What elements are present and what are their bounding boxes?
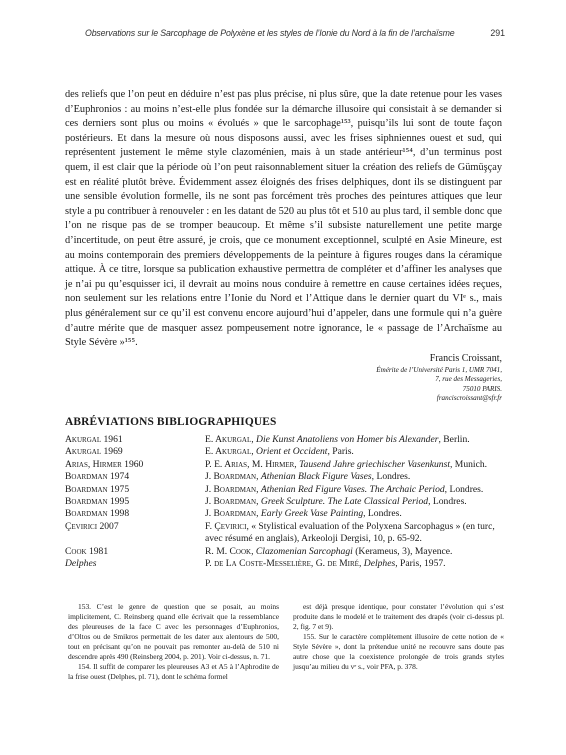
abbreviation-key: Cook 1981 (65, 545, 109, 557)
author-address: 7, rue des Messageries, (435, 375, 502, 384)
abbreviation-key: Arias, Hirmer 1960 (65, 458, 144, 470)
abbreviation-reference: E. Akurgal, Die Kunst Anatoliens von Homer bis Alexander, Berlin. (205, 434, 470, 445)
reference-details: , Londres. (444, 483, 484, 495)
abbreviation-entry (65, 521, 505, 546)
reference-title: Greek Sculpture. The Late Classical Period (260, 496, 429, 508)
abbreviation-entry (65, 459, 505, 471)
reference-details: , Londres. (371, 471, 411, 483)
abbreviation-entry (65, 446, 505, 458)
abbreviation-reference: J. Boardman, Greek Sculpture. The Late Classical Period, Londres. (205, 496, 467, 508)
reference-title: Die Kunst Anatoliens von Homer bis Alexander (256, 434, 439, 445)
abbreviation-entry (65, 546, 505, 558)
abbreviation-entry (65, 508, 505, 520)
reference-details: , Munich. (450, 458, 488, 470)
reference-details: (Kerameus, 3), Mayence. (352, 545, 453, 557)
reference-details: , Londres. (428, 496, 467, 508)
reference-author: J. Boardman (205, 483, 257, 495)
abbreviation-reference: J. Boardman, Early Greek Vase Painting, Londres. (205, 508, 402, 520)
abbreviation-reference: P. de La Coste-Messelière, G. de Miré, Delphes, Paris, 1957. (205, 558, 446, 570)
abbreviation-key: Boardman 1995 (65, 496, 130, 508)
reference-title: Delphes (363, 558, 396, 570)
abbreviation-reference: R. M. Cook, Clazomenian Sarcophagi (Kerameus, 3), Mayence. (205, 545, 453, 557)
body-text (65, 88, 502, 351)
footnote-153: 153. C’est le genre de question que se posait, au moins implicitement, C. Reinsberg quand elle écrivait que la ressemblance des pleureuses de la face C avec les personnages d’Euphronios, d’Oltos ou de Smikros permettait de les dater aux alentours de 500, tout en précisant qu’on ne pouvait pas remonter au-delà de 510 ni descendre après 490 (Reinsberg 2004, p. 201). Voir ci-dessus, n. 71. (68, 602, 279, 662)
footnotes-left-column (68, 602, 279, 682)
reference-author: F. Çevirici (205, 520, 247, 532)
author-email: franciscroissant@sfr.fr (436, 393, 502, 402)
reference-details: , « Stylistical evaluation of the Polyxena Sarcophagus » (en turc, avec résumé en anglais), Arkeoloji Dergisi, 10, p. 65-92. (205, 520, 495, 545)
abbreviation-key: Akurgal 1969 (65, 446, 123, 458)
abbreviation-key: Delphes (65, 558, 97, 570)
abbreviation-entry (65, 558, 505, 570)
reference-author: P. E. Arias, M. Hirmer (205, 458, 295, 470)
reference-title: Early Greek Vase Painting (260, 508, 364, 520)
abbreviation-entry (65, 434, 505, 446)
abbreviations-list (65, 434, 505, 570)
abbreviation-key: Çevirici 2007 (65, 520, 119, 532)
abbreviation-reference (205, 521, 505, 546)
reference-title: Athenian Black Figure Vases (260, 471, 372, 483)
abbreviation-reference: J. Boardman, Athenian Red Figure Vases. The Archaic Period, Londres. (205, 483, 484, 495)
running-head (85, 28, 505, 42)
abbreviation-reference: E. Akurgal, Orient et Occident, Paris. (205, 446, 354, 458)
reference-author: P. de La Coste-Messelière, G. de Miré (205, 558, 359, 570)
author-name: Francis Croissant, (429, 353, 502, 364)
reference-author: J. Boardman (205, 508, 257, 520)
reference-details: , Paris, 1957. (395, 558, 446, 570)
abbreviation-entry (65, 496, 505, 508)
reference-details: , Paris. (327, 446, 354, 458)
abbreviation-key: Boardman 1974 (65, 471, 130, 483)
footnotes-right-column (293, 602, 504, 682)
reference-title: Orient et Occident (256, 446, 328, 458)
abbreviations-heading: ABRÉVIATIONS BIBLIOGRAPHIQUES (65, 416, 277, 428)
page-number: 291 (490, 28, 505, 38)
footnote-155: 155. Sur le caractère complètement illusoire de cette notion de « Style Sévère », dont la prétendue unité ne recouvre sans doute pas autre chose que la coexistence prolongée de trois grands styles jusqu’au milieu du vᵉ s., voir PFA, p. 378. (293, 632, 504, 672)
reference-details: , Londres. (363, 508, 402, 520)
author-signature (242, 352, 502, 403)
reference-author: J. Boardman (205, 496, 257, 508)
author-affiliation: Émérite de l’Université Paris 1, UMR 7041, (376, 366, 502, 374)
reference-author: E. Akurgal (205, 446, 252, 458)
abbreviation-reference: P. E. Arias, M. Hirmer, Tausend Jahre griechischer Vasenkunst, Munich. (205, 458, 488, 470)
reference-author: R. M. Cook (205, 545, 252, 557)
abbreviation-key: Akurgal 1961 (65, 434, 123, 445)
abbreviation-reference: J. Boardman, Athenian Black Figure Vases, Londres. (205, 471, 411, 483)
body-paragraph: des reliefs que l’on peut en déduire n’est pas plus précise, ni plus sûre, que la date retenue pour les vases d’Euphronios : au moins n’est-elle plus fondée sur la démarche illusoire qui consistait à se demander si ces derniers sont plus ou moins « évolués » que le sarcophage¹⁵³, puisqu’ils lui sont de toute façon postérieurs. Et dans la mesure où nous disposons aussi, avec les frises siphniennes ouest et sud, qui représentent justement le même style clazoménien, mais à un stade antérieur¹⁵⁴, d’un terminus post quem, il est clair que la période où l’on peut raisonnablement situer la création des reliefs de Gümüşçay est en réalité plutôt brève. Évidemment assez éloignés des frises delphiques, dont ils se distinguent par une sensible évolution formelle, ils ne sont pas forcément très proches des peintures attiques que leur style a pu contribuer à renouveler : en les datant de 520 au plus tôt et 510 au plus tard, il semble donc que l’on ne risque pas de se tromper beaucoup. Et même s’il subsiste naturellement une petite marge d’incertitude, on peut être assuré, je crois, que ce monument exceptionnel, sculpté en Asie Mineure, est au moins contemporain des premiers développements de la peinture à figures rouges dans la céramique attique. À ce titre, lorsque sa publication exhaustive permettra de compléter et d’affiner les analyses que je n’ai pu qu’esquisser ici, il devrait au moins nous conduire à remettre en cause certaines idées reçues, non seulement sur les relations entre l’Ionie du Nord et l’Attique dans le dernier quart du VIᵉ s., mais plus généralement sur ce qu’il est convenu encore aujourd’hui d’appeler, dans une formule qui n’a guère d’autre mérite que de masquer assez pompeusement notre ignorance, le « passage de l’Archaïsme au Style Sévère »¹⁵⁵. (65, 89, 502, 349)
reference-author: E. Akurgal (205, 434, 252, 445)
footnotes (68, 602, 504, 682)
footnote-154: 154. Il suffit de comparer les pleureuses A3 et A5 à l’Aphrodite de la frise ouest (Delphes, pl. 71), dont le schéma formel (68, 662, 279, 682)
abbreviation-key: Boardman 1998 (65, 508, 130, 520)
author-city: 75010 PARIS. (462, 384, 502, 393)
reference-author: J. Boardman (205, 471, 257, 483)
reference-title: Athenian Red Figure Vases. The Archaic Period (260, 483, 445, 495)
reference-details: , Berlin. (438, 434, 470, 445)
footnote-154-continued: est déjà presque identique, pour constater l’évolution qui s’est produite dans le modelé et le traitement des drapés (voir ci-dessus pl. 2, fig. 7 et 9). (293, 602, 504, 632)
abbreviation-entry (65, 471, 505, 483)
abbreviation-key: Boardman 1975 (65, 483, 130, 495)
running-head-title: Observations sur le Sarcophage de Polyxène et les styles de l’Ionie du Nord à la fin de l’archaïsme (85, 28, 455, 38)
reference-title: Clazomenian Sarcophagi (255, 545, 353, 557)
abbreviation-entry (65, 484, 505, 496)
reference-title: Tausend Jahre griechischer Vasenkunst (299, 458, 450, 470)
